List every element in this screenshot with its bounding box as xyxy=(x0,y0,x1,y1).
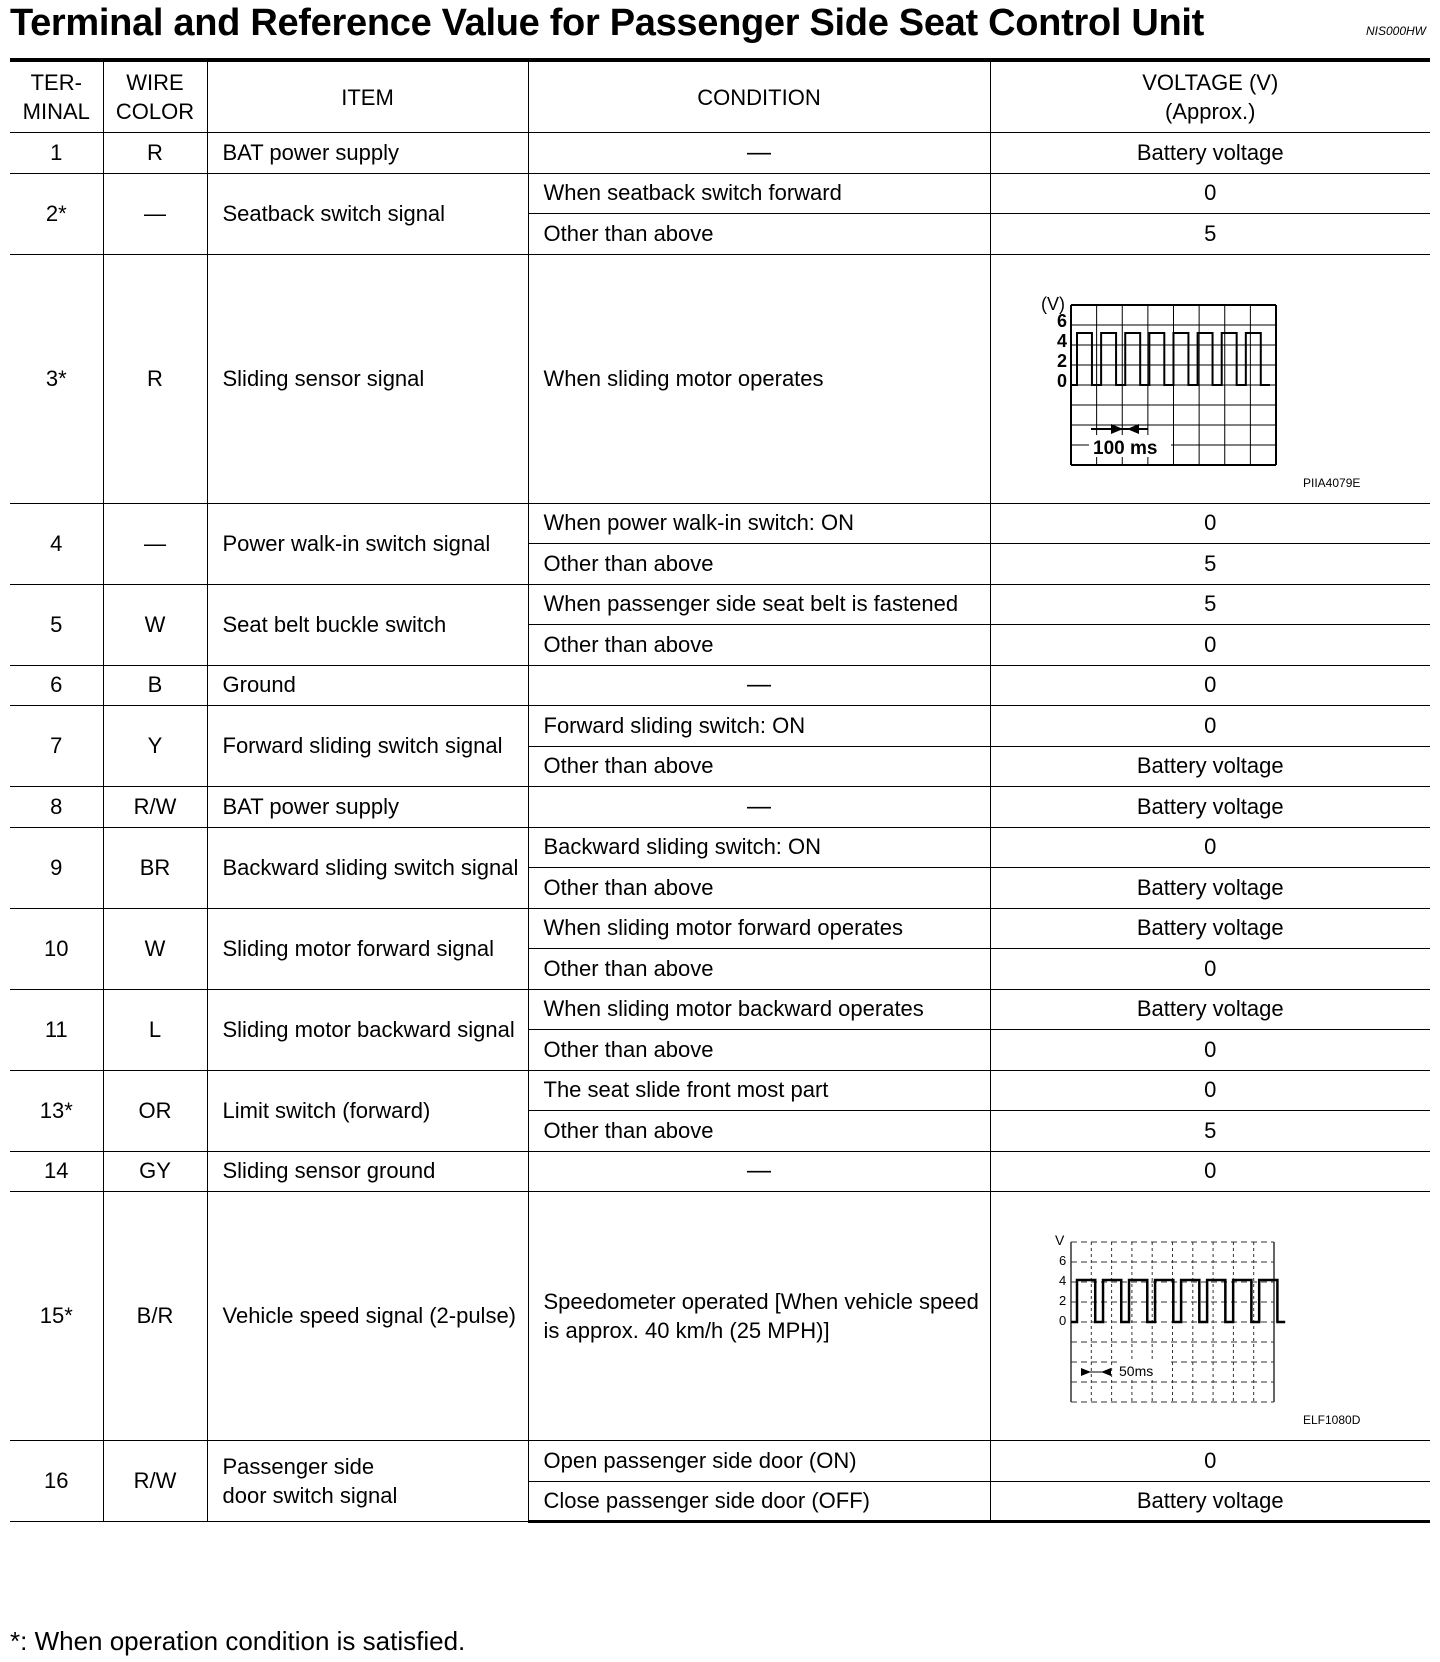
tick-label: 4 xyxy=(1056,330,1067,351)
table-row xyxy=(10,1070,1430,1111)
time-scale-label: 50ms xyxy=(1118,1363,1153,1379)
voltage-cell: 5 xyxy=(990,214,1430,255)
wire-color-cell: — xyxy=(103,503,207,584)
table-row xyxy=(10,787,1430,828)
terminal-cell: 2* xyxy=(10,173,103,254)
item-cell: BAT power supply xyxy=(207,133,528,174)
voltage-cell: 0 xyxy=(990,1070,1430,1111)
wire-color-cell: W xyxy=(103,584,207,665)
condition-cell: When passenger side seat belt is fastened xyxy=(528,584,990,625)
wire-color-cell: BR xyxy=(103,827,207,908)
item-cell: Ground xyxy=(207,665,528,706)
condition-cell: Open passenger side door (ON) xyxy=(528,1441,990,1482)
voltage-waveform-cell xyxy=(990,254,1430,503)
voltage-cell: 0 xyxy=(990,625,1430,666)
item-cell: Sliding motor backward signal xyxy=(207,989,528,1070)
voltage-cell: 0 xyxy=(990,706,1430,747)
figure-id: PIIA4079E xyxy=(1302,475,1360,490)
condition-cell: Other than above xyxy=(528,1030,990,1071)
arrow-head xyxy=(1081,1368,1091,1376)
figure-id: ELF1080D xyxy=(1302,1413,1360,1427)
table-row xyxy=(10,989,1430,1030)
voltage-cell: Battery voltage xyxy=(990,133,1430,174)
voltage-cell: Battery voltage xyxy=(990,787,1430,828)
waveform-chart xyxy=(991,255,1431,503)
item-cell: BAT power supply xyxy=(207,787,528,828)
footnote: *: When operation condition is satisfied. xyxy=(10,1626,466,1656)
item-cell: Limit switch (forward) xyxy=(207,1070,528,1151)
table-row xyxy=(10,706,1430,747)
wire-color-cell: R/W xyxy=(103,1441,207,1522)
voltage-cell: 0 xyxy=(990,665,1430,706)
time-scale-label: 100 ms xyxy=(1092,437,1157,459)
tick-label: 2 xyxy=(1056,350,1067,371)
item-line: door switch signal xyxy=(222,1483,398,1508)
item-cell: Seatback switch signal xyxy=(207,173,528,254)
voltage-cell: 5 xyxy=(990,544,1430,585)
table-row xyxy=(10,584,1430,625)
axis-unit: V xyxy=(1054,1232,1064,1248)
terminal-cell: 3* xyxy=(10,254,103,503)
item-cell: Sliding motor forward signal xyxy=(207,908,528,989)
terminal-reference-table xyxy=(10,62,1430,1523)
voltage-cell: 5 xyxy=(990,1111,1430,1152)
wire-color-cell: R xyxy=(103,254,207,503)
terminal-cell: 9 xyxy=(10,827,103,908)
terminal-cell: 6 xyxy=(10,665,103,706)
table-row xyxy=(10,254,1430,503)
header-wire-color: WIRE COLOR xyxy=(103,62,207,133)
table-row xyxy=(10,133,1430,174)
header-item: ITEM xyxy=(207,62,528,133)
item-cell: Forward sliding switch signal xyxy=(207,706,528,787)
condition-cell: Other than above xyxy=(528,746,990,787)
table-row xyxy=(10,908,1430,949)
axis-unit: (V) xyxy=(1040,293,1065,314)
condition-cell: — xyxy=(528,1151,990,1192)
condition-cell: When power walk-in switch: ON xyxy=(528,503,990,544)
voltage-cell: Battery voltage xyxy=(990,1481,1430,1522)
table-row xyxy=(10,1441,1430,1482)
condition-cell: Other than above xyxy=(528,1111,990,1152)
tick-label: 4 xyxy=(1058,1273,1066,1288)
document-code: NIS000HW xyxy=(1365,24,1426,38)
terminal-cell: 8 xyxy=(10,787,103,828)
condition-cell: When sliding motor operates xyxy=(528,254,990,503)
page-title: Terminal and Reference Value for Passenger Side Seat Control Unit xyxy=(10,2,1205,44)
condition-cell: Other than above xyxy=(528,868,990,909)
item-line: Passenger side xyxy=(222,1454,375,1479)
condition-cell: Forward sliding switch: ON xyxy=(528,706,990,747)
terminal-cell: 7 xyxy=(10,706,103,787)
wire-color-cell: Y xyxy=(103,706,207,787)
condition-cell: Other than above xyxy=(528,949,990,990)
voltage-cell: 0 xyxy=(990,1030,1430,1071)
wire-color-cell: L xyxy=(103,989,207,1070)
condition-cell: Close passenger side door (OFF) xyxy=(528,1481,990,1522)
condition-cell: When seatback switch forward xyxy=(528,173,990,214)
waveform-chart xyxy=(991,1192,1431,1440)
table-row xyxy=(10,827,1430,868)
header-condition: CONDITION xyxy=(528,62,990,133)
voltage-cell: 0 xyxy=(990,503,1430,544)
condition-cell: — xyxy=(528,665,990,706)
wire-color-cell: B xyxy=(103,665,207,706)
condition-cell: When sliding motor backward operates xyxy=(528,989,990,1030)
voltage-cell: 0 xyxy=(990,1151,1430,1192)
condition-cell: The seat slide front most part xyxy=(528,1070,990,1111)
voltage-cell: 0 xyxy=(990,949,1430,990)
item-cell: Sliding sensor ground xyxy=(207,1151,528,1192)
table-row xyxy=(10,1151,1430,1192)
voltage-cell: 0 xyxy=(990,827,1430,868)
terminal-cell: 10 xyxy=(10,908,103,989)
table-row xyxy=(10,503,1430,544)
wire-color-cell: GY xyxy=(103,1151,207,1192)
voltage-cell: 0 xyxy=(990,1441,1430,1482)
arrow-head xyxy=(1101,1368,1111,1376)
condition-cell: Other than above xyxy=(528,544,990,585)
voltage-cell: Battery voltage xyxy=(990,908,1430,949)
wire-color-cell: R/W xyxy=(103,787,207,828)
condition-cell: — xyxy=(528,787,990,828)
voltage-cell: Battery voltage xyxy=(990,989,1430,1030)
table-row xyxy=(10,173,1430,214)
terminal-cell: 14 xyxy=(10,1151,103,1192)
item-cell xyxy=(207,1441,528,1522)
table-row xyxy=(10,665,1430,706)
tick-label: 2 xyxy=(1058,1293,1066,1308)
voltage-cell: 0 xyxy=(990,173,1430,214)
terminal-cell: 15* xyxy=(10,1192,103,1441)
tick-label: 6 xyxy=(1056,310,1067,331)
table-row xyxy=(10,1192,1430,1441)
condition-cell: — xyxy=(528,133,990,174)
waveform-trace xyxy=(1071,333,1270,385)
tick-label: 0 xyxy=(1056,370,1067,391)
header-terminal: TER- MINAL xyxy=(10,62,103,133)
terminal-cell: 1 xyxy=(10,133,103,174)
terminal-cell: 4 xyxy=(10,503,103,584)
terminal-cell: 13* xyxy=(10,1070,103,1151)
tick-label: 0 xyxy=(1058,1313,1066,1328)
voltage-waveform-cell xyxy=(990,1192,1430,1441)
condition-cell: Other than above xyxy=(528,214,990,255)
wire-color-cell: R xyxy=(103,133,207,174)
condition-cell: Backward sliding switch: ON xyxy=(528,827,990,868)
wire-color-cell: OR xyxy=(103,1070,207,1151)
item-cell: Sliding sensor signal xyxy=(207,254,528,503)
item-cell: Vehicle speed signal (2-pulse) xyxy=(207,1192,528,1441)
terminal-cell: 16 xyxy=(10,1441,103,1522)
wire-color-cell: B/R xyxy=(103,1192,207,1441)
item-cell: Backward sliding switch signal xyxy=(207,827,528,908)
condition-cell: When sliding motor forward operates xyxy=(528,908,990,949)
waveform-trace xyxy=(1071,1280,1285,1322)
item-cell: Power walk-in switch signal xyxy=(207,503,528,584)
condition-cell: Other than above xyxy=(528,625,990,666)
condition-cell: Speedometer operated [When vehicle speed is approx. 40 km/h (25 MPH)] xyxy=(528,1192,990,1441)
terminal-cell: 11 xyxy=(10,989,103,1070)
voltage-cell: Battery voltage xyxy=(990,746,1430,787)
header-voltage: VOLTAGE (V) (Approx.) xyxy=(990,62,1430,133)
terminal-cell: 5 xyxy=(10,584,103,665)
item-cell: Seat belt buckle switch xyxy=(207,584,528,665)
voltage-cell: 5 xyxy=(990,584,1430,625)
wire-color-cell: — xyxy=(103,173,207,254)
wire-color-cell: W xyxy=(103,908,207,989)
voltage-cell: Battery voltage xyxy=(990,868,1430,909)
tick-label: 6 xyxy=(1058,1253,1066,1268)
